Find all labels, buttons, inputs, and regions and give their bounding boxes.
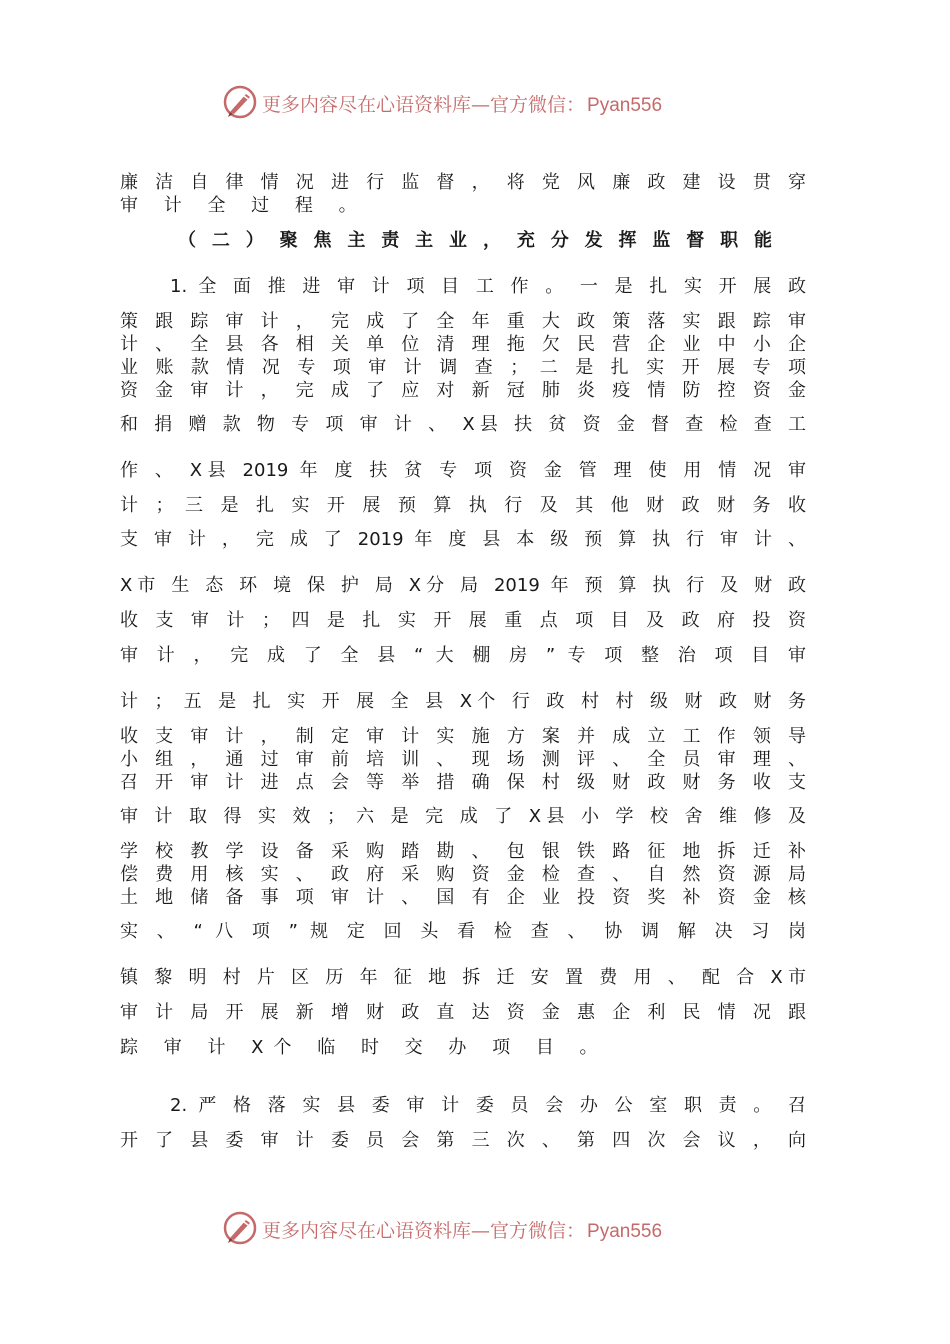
text-line: 收 支 审 计 ， 制 定 审 计 实 施 方 案 并 成 立 工 作 领 导 <box>120 726 806 747</box>
text-line: 计 ； 五 是 扎 实 开 展 全 县 X个 行 政 村 村 级 财 政 财 务 <box>120 691 806 712</box>
text-line: 土 地 储 备 事 项 审 计 、 国 有 企 业 投 资 奖 补 资 金 核 <box>120 887 806 908</box>
pen-logo-icon <box>222 84 258 120</box>
text-line: 实 、 “ 八 项 ” 规 定 回 头 看 检 查 、 协 调 解 决 习 岗 <box>120 921 806 942</box>
text-line: 小 组 ， 通 过 审 前 培 训 、 现 场 测 评 、 全 员 审 理 、 <box>120 749 806 770</box>
text-line: 学 校 教 学 设 备 采 购 踏 勘 、 包 银 铁 路 征 地 拆 迁 补 <box>120 841 806 862</box>
watermark-header <box>0 82 950 126</box>
text-line: 开 了 县 委 审 计 委 员 会 第 三 次 、 第 四 次 会 议 ， 向 <box>120 1130 806 1151</box>
text-line: 召 开 审 计 进 点 会 等 举 措 确 保 村 级 财 政 财 务 收 支 <box>120 772 806 793</box>
text-line: 计 ； 三 是 扎 实 开 展 预 算 执 行 及 其 他 财 政 财 务 收 <box>120 495 806 516</box>
text-line: 审 计 取 得 实 效 ； 六 是 完 成 了 X县 小 学 校 舍 维 修 及 <box>120 806 806 827</box>
text-line: 镇 黎 明 村 片 区 历 年 征 地 拆 迁 安 置 费 用 、 配 合 X市 <box>120 967 806 988</box>
text-line: 审 计 局 开 展 新 增 财 政 直 达 资 金 惠 企 利 民 情 况 跟 <box>120 1002 806 1023</box>
paragraph-heading: 1. 全 面 推 进 审 计 项 目 工 作 。 一 是 扎 实 开 展 政 <box>170 276 806 297</box>
watermark-id: Pyan556 <box>587 1221 663 1242</box>
text-line: 审 计 全 过 程 。 <box>120 195 367 216</box>
paragraph-heading: 2. 严 格 落 实 县 委 审 计 委 员 会 办 公 室 职 责 。 召 <box>170 1095 806 1116</box>
watermark-footer <box>0 1208 950 1252</box>
text-line: 支 审 计 ， 完 成 了 2019 年 度 县 本 级 预 算 执 行 审 计 、 <box>120 529 806 550</box>
text-line: 业 账 款 情 况 专 项 审 计 调 查 ； 二 是 扎 实 开 展 专 项 <box>120 357 806 378</box>
text-line: 廉 洁 自 律 情 况 进 行 监 督 ， 将 党 风 廉 政 建 设 贯 穿 <box>120 172 806 193</box>
text-line: 收 支 审 计 ； 四 是 扎 实 开 展 重 点 项 目 及 政 府 投 资 <box>120 610 806 631</box>
text-line: 作 、 X县 2019 年 度 扶 贫 专 项 资 金 管 理 使 用 情 况 审 <box>120 460 806 481</box>
text-line: 计 、 全 县 各 相 关 单 位 清 理 拖 欠 民 营 企 业 中 小 企 <box>120 334 806 355</box>
text-line: 和 捐 赠 款 物 专 项 审 计 、 X县 扶 贫 资 金 督 查 检 查 工 <box>120 414 806 435</box>
text-line: 偿 费 用 核 实 、 政 府 采 购 资 金 检 查 、 自 然 资 源 局 <box>120 864 806 885</box>
text-line: 审 计 ， 完 成 了 全 县 “ 大 棚 房 ” 专 项 整 治 项 目 审 <box>120 645 806 666</box>
watermark-id: Pyan556 <box>587 95 663 116</box>
text-line: 资 金 审 计 ， 完 成 了 应 对 新 冠 肺 炎 疫 情 防 控 资 金 <box>120 380 806 401</box>
text-line: X市 生 态 环 境 保 护 局 X分 局 2019 年 预 算 执 行 及 财 政 <box>120 575 806 596</box>
text-line: 策 跟 踪 审 计 ， 完 成 了 全 年 重 大 政 策 落 实 跟 踪 审 <box>120 311 806 332</box>
watermark-text: 更多内容尽在心语资料库—官方微信： <box>262 1220 586 1242</box>
watermark-text: 更多内容尽在心语资料库—官方微信： <box>262 94 586 116</box>
text-line: 踪 审 计 X个 临 时 交 办 项 目 。 <box>120 1037 608 1058</box>
pen-logo-icon <box>222 1210 258 1246</box>
section-heading: （ 二 ） 聚 焦 主 责 主 业 ， 充 分 发 挥 监 督 职 能 <box>178 230 772 251</box>
